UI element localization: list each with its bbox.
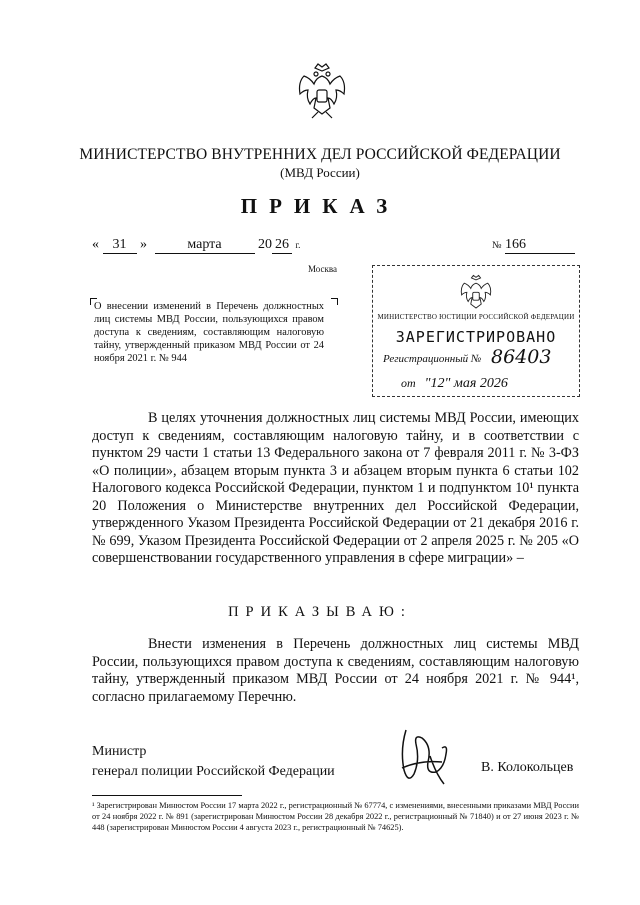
document-type-title: ПРИКАЗ: [240, 194, 400, 218]
date-year-mark: г.: [295, 240, 301, 250]
stamp-emblem-icon: [459, 274, 493, 312]
subject-corner-right: [331, 298, 338, 305]
date-year-prefix: 20: [258, 237, 272, 252]
number-label: №: [492, 240, 502, 251]
footnote-divider: [92, 795, 242, 796]
order-word: ПРИКАЗЫВАЮ:: [228, 604, 412, 620]
subject-corner-left: [90, 298, 97, 305]
subject-text: О внесении изменений в Перечень должностных лиц системы МВД России, пользующихся правом доступа к сведениям, составляющим налоговую тайну, утвержденный приказом МВД России от 24 ноября 2021 г. № 944: [94, 301, 324, 364]
footnote: ¹ Зарегистрирован Минюстом России 17 марта 2022 г., регистрационный № 67774, с изменениями, внесенными приказами МВД России от 24 ноября 2022 г. № 891 (зарегистрирован Минюстом России 28 декабря 2022 г., регистрационный № 71840) и от 27 июня 2023 г. № 448 (зарегистрирован Минюстом России 4 августа 2023 г., регистрационный № 74625).: [92, 801, 579, 832]
stamp-date-prefix: от: [401, 376, 416, 390]
decision-paragraph: Внести изменения в Перечень должностных лиц системы МВД России, пользующихся правом доступа к сведениям, составляющим налоговую тайну, утвержденный приказом МВД России от 24 ноября 2021 г. № 944¹, согласно прилагаемому Перечню.: [92, 636, 579, 705]
stamp-status: ЗАРЕГИСТРИРОВАНО: [395, 328, 557, 346]
date-year-suffix: 26: [272, 237, 292, 254]
number-value: 166: [505, 237, 575, 254]
ministry-short-name: (МВД России): [280, 165, 360, 180]
signatory-title: [92, 742, 335, 782]
ministry-name: МИНИСТЕРСТВО ВНУТРЕННИХ ДЕЛ РОССИЙСКОЙ ФЕДЕРАЦИИ: [79, 146, 561, 163]
date-close-quote: »: [140, 237, 147, 252]
stamp-reg-label: Регистрационный №: [383, 353, 482, 365]
order-subject: [94, 300, 324, 365]
date-month: марта: [155, 237, 255, 254]
stamp-organization: МИНИСТЕРСТВО ЮСТИЦИИ РОССИЙСКОЙ ФЕДЕРАЦИИ: [377, 313, 575, 321]
stamp-date-value: "12" мая 2026: [424, 376, 508, 391]
date-open-quote: «: [92, 237, 99, 252]
signatory-title-line1: Министр: [92, 744, 147, 759]
handwritten-signature: [392, 726, 462, 792]
stamp-reg-number: 86403: [491, 346, 552, 368]
signatory-name: В. Колокольцев: [481, 760, 574, 775]
date-day: 31: [103, 237, 137, 254]
city: Москва: [308, 264, 337, 274]
preamble-paragraph: В целях уточнения должностных лиц системы МВД России, имеющих доступ к сведениям, составляющим налоговую тайну, и в соответствии с пунктом 29 части 1 статьи 13 Федерального закона от 7 февраля 2011 г. № 3-ФЗ «О полиции», абзацем вторым пункта 3 и абзацем вторым пункта 6 статьи 102 Налогового кодекса Российской Федерации, пунктом 1 и подпунктом 10¹ пункта 20 Положения о Министерстве внутренних дел Российской Федерации, утвержденного Указом Президента Российской Федерации от 21 декабря 2016 г. № 699, Указом Президента Российской Федерации от 2 апреля 2025 г. № 205 «О совершенствовании государственного управления в сфере миграции» –: [92, 410, 579, 566]
order-number: [492, 237, 575, 254]
signatory-title-line2: генерал полиции Российской Федерации: [92, 764, 335, 779]
registration-stamp: [372, 265, 580, 397]
order-date: [92, 237, 300, 254]
stamp-date: [401, 376, 508, 392]
coat-of-arms-emblem: [296, 62, 348, 120]
